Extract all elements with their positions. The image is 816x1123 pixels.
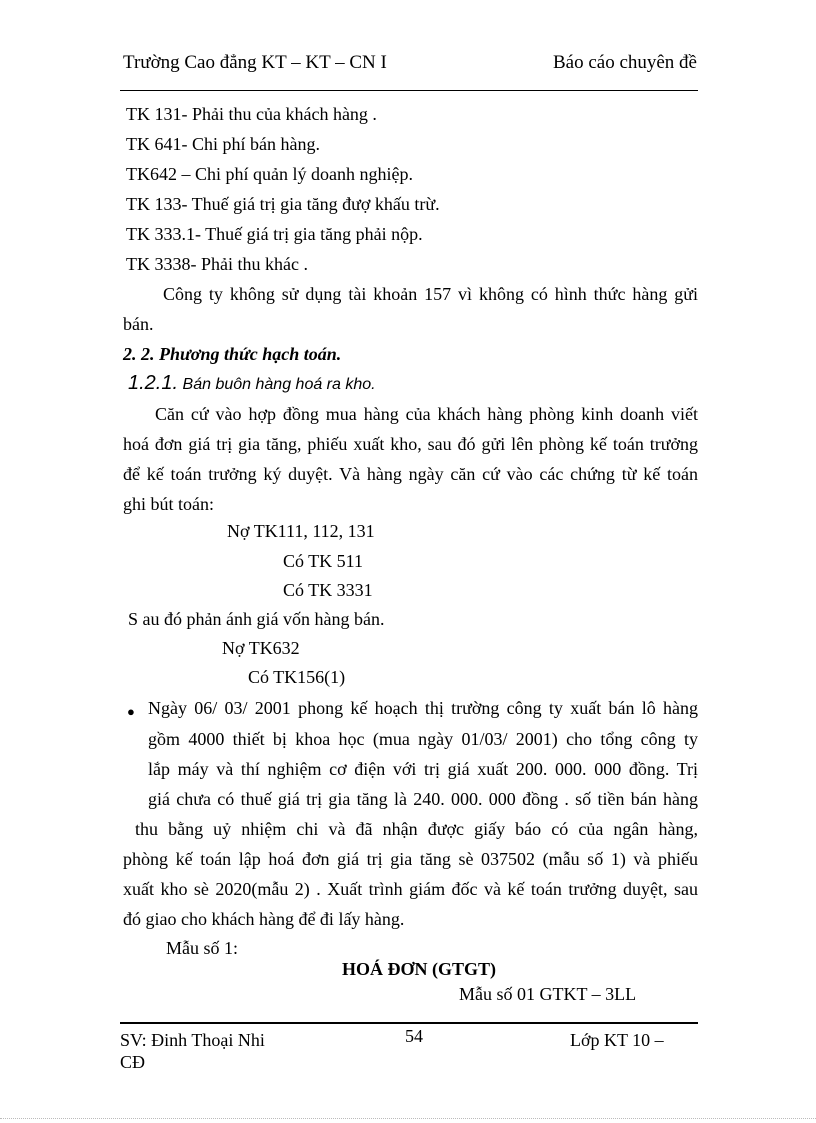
header-school-name: Trường Cao đẳng KT – KT – CN I xyxy=(123,52,387,73)
paragraph-line: đó giao cho khách hàng để đi lấy hàng. xyxy=(123,909,405,929)
section-heading: 2. 2. Phương thức hạch toán. xyxy=(123,344,342,364)
paragraph-line: ghi bút toán: xyxy=(123,494,214,514)
header-divider xyxy=(120,90,698,91)
account-line: TK 131- Phải thu của khách hàng . xyxy=(126,104,377,124)
footer-student: SV: Đinh Thoại Nhi xyxy=(120,1030,265,1050)
account-line: TK 333.1- Thuế giá trị gia tăng phải nộp. xyxy=(126,224,423,244)
paragraph-line: thu bằng uỷ nhiệm chi và đã nhận được giấy báo có của ngân hàng, xyxy=(135,819,698,839)
sample-label: Mẫu số 1: xyxy=(166,938,238,958)
journal-debit: Nợ TK111, 112, 131 xyxy=(227,521,375,541)
journal-credit: Có TK 3331 xyxy=(283,580,373,600)
subsection-title: Bán buôn hàng hoá ra kho. xyxy=(182,376,376,393)
paragraph-line: để kế toán trưởng ký duyệt. Và hàng ngày căn cứ vào các chứng từ kế toán xyxy=(123,464,698,484)
invoice-title: HOÁ ĐƠN (GTGT) xyxy=(342,959,497,979)
paragraph-line: Công ty không sử dụng tài khoản 157 vì không có hình thức hàng gửi xyxy=(163,284,698,304)
journal-credit: Có TK156(1) xyxy=(248,667,346,687)
header-report-title: Báo cáo chuyên đề xyxy=(552,52,697,73)
paragraph-line: Ngày 06/ 03/ 2001 phong kế hoạch thị trường công ty xuất bán lô hàng xyxy=(148,698,698,718)
paragraph-line: giá chưa có thuế giá trị gia tăng là 240. 000. 000 đồng . số tiền bán hàng xyxy=(148,789,698,809)
paragraph-line: Căn cứ vào hợp đồng mua hàng của khách hàng phòng kinh doanh viết xyxy=(155,404,698,424)
paragraph-line: phòng kế toán lập hoá đơn giá trị gia tăng sè 037502 (mẫu số 1) và phiếu xyxy=(123,849,698,869)
account-line: TK 3338- Phải thu khác . xyxy=(126,254,308,274)
paragraph-line: gồm 4000 thiết bị khoa học (mua ngày 01/03/ 2001) cho tổng công ty xyxy=(148,729,698,749)
paragraph-line: lắp máy và thí nghiệm cơ điện với trị giá xuất 200. 000. 000 đồng. Trị xyxy=(148,759,698,779)
paragraph-line: hoá đơn giá trị gia tăng, phiếu xuất kho, sau đó gửi lên phòng kế toán trưởng xyxy=(123,434,698,454)
journal-debit: Nợ TK632 xyxy=(222,638,300,658)
footer-divider xyxy=(120,1022,698,1024)
account-line: TK 133- Thuế giá trị gia tăng đượ khấu trừ. xyxy=(126,194,440,214)
footer-student-suffix: CĐ xyxy=(120,1052,146,1072)
page-number: 54 xyxy=(405,1026,423,1046)
bullet-icon: ● xyxy=(127,704,135,719)
subsection-number: 1.2.1. xyxy=(128,372,179,394)
paragraph-line: xuất kho sè 2020(mẫu 2) . Xuất trình giám đốc và kế toán trưởng duyệt, sau xyxy=(123,879,698,899)
page-bottom-border xyxy=(0,1118,816,1119)
subsection-heading xyxy=(128,372,376,395)
account-line: TK642 – Chi phí quản lý doanh nghiệp. xyxy=(126,164,413,184)
paragraph-line: bán. xyxy=(123,314,154,334)
paragraph-line: S au đó phản ánh giá vốn hàng bán. xyxy=(128,609,385,629)
account-line: TK 641- Chi phí bán hàng. xyxy=(126,134,320,154)
footer-class: Lớp KT 10 – xyxy=(570,1030,664,1050)
invoice-form-number: Mẫu số 01 GTKT – 3LL xyxy=(459,984,637,1004)
journal-credit: Có TK 511 xyxy=(283,551,364,571)
